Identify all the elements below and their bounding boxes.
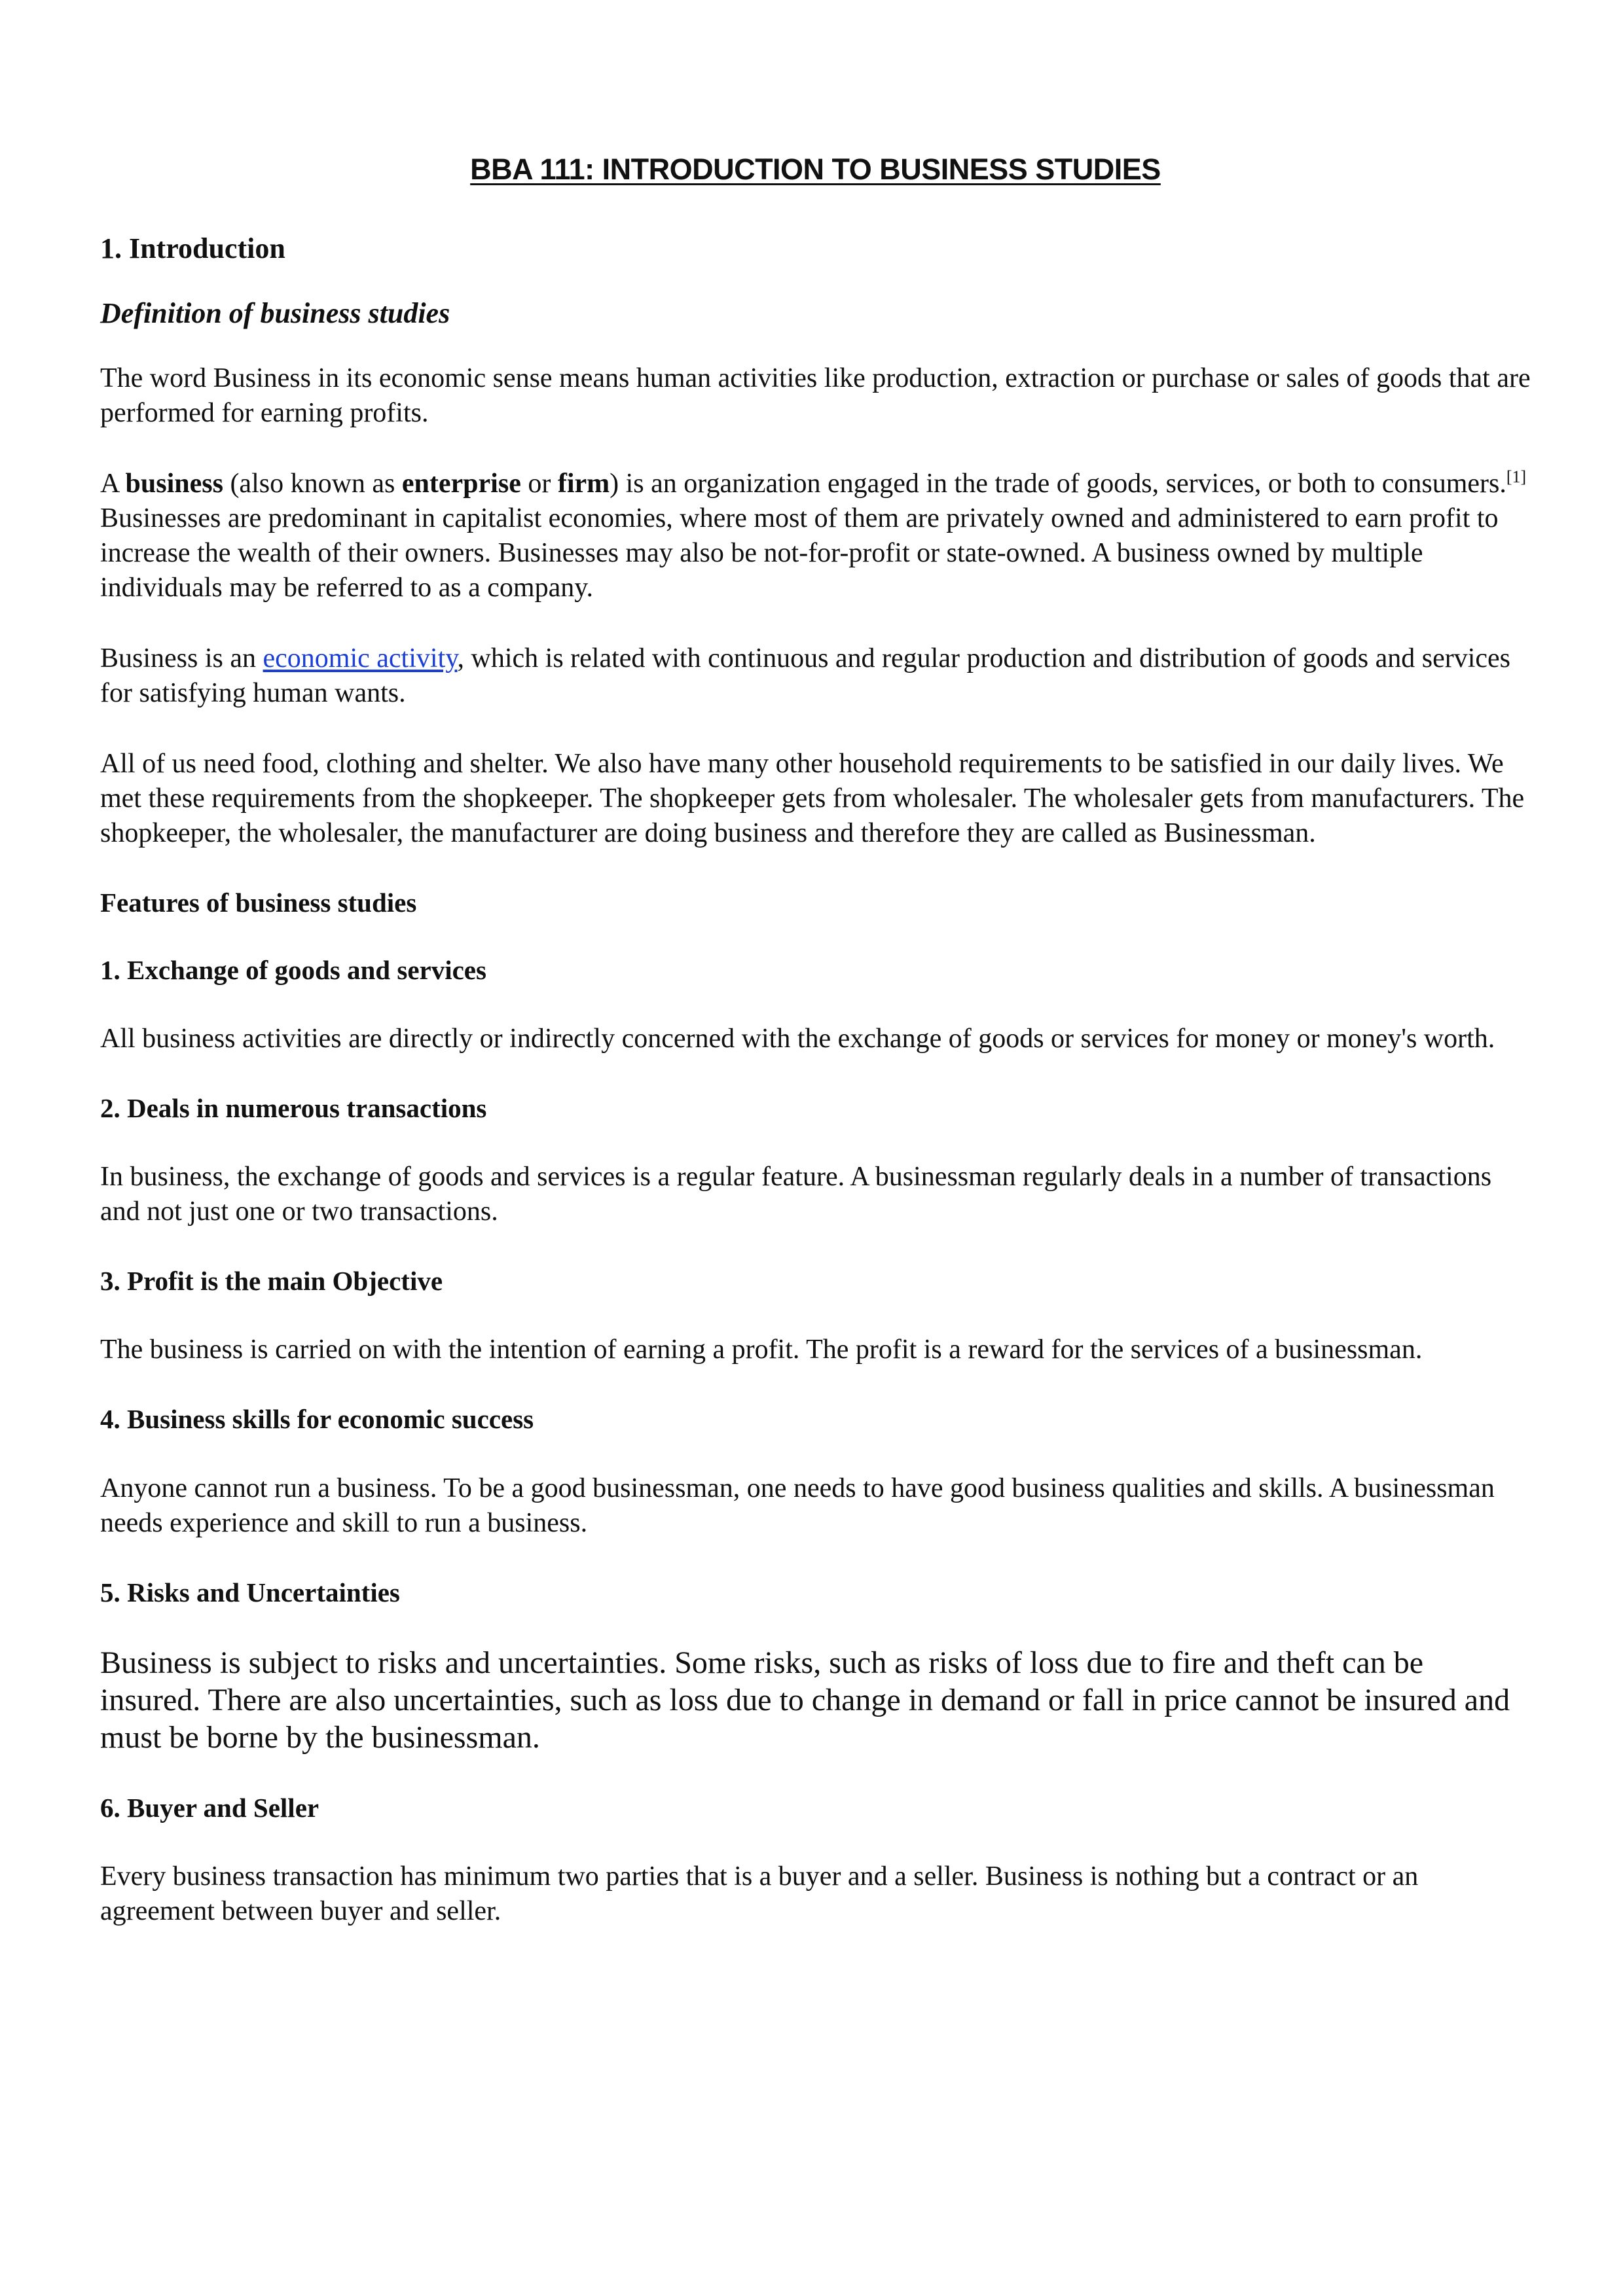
features-heading: Features of business studies (100, 887, 417, 918)
economic-activity-link[interactable]: economic activity (263, 643, 458, 673)
feature-heading-4: 4. Business skills for economic success (100, 1404, 534, 1435)
text-run: ) is an organization engaged in the trade of goods, services, or both to consumers. (610, 468, 1506, 499)
feature-heading-6: 6. Buyer and Seller (100, 1792, 319, 1823)
feature-heading-3: 3. Profit is the main Objective (100, 1266, 443, 1297)
section-heading-introduction: 1. Introduction (100, 232, 285, 264)
feature-heading-5: 5. Risks and Uncertainties (100, 1577, 400, 1607)
text-run: A (100, 468, 126, 499)
bold-term-firm: firm (557, 468, 610, 499)
text-run: , which is related with continuous and regular production and distribution of goods and services for satisfying human wants. (100, 643, 1511, 708)
feature-text-4: Anyone cannot run a business. To be a good businessman, one needs to have good business qualities and skills. A businessman needs experience and skill to run a business. (100, 1473, 1495, 1538)
intro-paragraph-1: The word Business in its economic sense means human activities like production, extraction or purchase or sales of goods that are performed for earning profits. (100, 363, 1531, 428)
intro-paragraph-4: All of us need food, clothing and shelter. We also have many other household requirements to be satisfied in our daily lives. We met these requirements from the shopkeeper. The shopkeeper gets from wholesaler. The wholesaler gets from manufacturers. The shopkeeper, the wholesaler, the manufacturer are doing business and therefore they are called as Businessman. (100, 748, 1525, 848)
bold-term-enterprise: enterprise (401, 468, 521, 499)
feature-text-1: All business activities are directly or indirectly concerned with the exchange of goods or services for money or money's worth. (100, 1023, 1495, 1054)
document-page (100, 152, 1531, 1965)
intro-paragraph-2 (100, 467, 1531, 605)
document-title: BBA 111: INTRODUCTION TO BUSINESS STUDIES (470, 152, 1161, 186)
intro-paragraph-3 (100, 641, 1531, 711)
text-run: Businesses are predominant in capitalist economies, where most of them are privately owned and administered to earn profit to increase the wealth of their owners. Businesses may also be not-for-profit or state-owned. A business owned by multiple individuals may be referred to as a company. (100, 503, 1499, 603)
feature-text-5: Business is subject to risks and uncertainties. Some risks, such as risks of loss due to fire and theft can be insured. There are also uncertainties, such as loss due to change in demand or fall in price cannot be insured and must be borne by the businessman. (100, 1645, 1510, 1755)
text-run: (also known as (223, 468, 402, 499)
feature-heading-2: 2. Deals in numerous transactions (100, 1092, 487, 1123)
bold-term-business: business (125, 468, 223, 499)
feature-text-3: The business is carried on with the intention of earning a profit. The profit is a reward for the services of a businessman. (100, 1335, 1423, 1365)
feature-heading-1: 1. Exchange of goods and services (100, 954, 486, 985)
citation-reference[interactable]: [1] (1506, 467, 1527, 486)
feature-text-2: In business, the exchange of goods and services is a regular feature. A businessman regularly deals in a number of transactions and not just one or two transactions. (100, 1162, 1492, 1227)
text-run: or (520, 468, 558, 499)
definition-heading: Definition of business studies (100, 296, 450, 329)
text-run: Business is an (100, 643, 263, 673)
feature-text-6: Every business transaction has minimum two parties that is a buyer and a seller. Business is nothing but a contract or an agreement between buyer and seller. (100, 1861, 1419, 1926)
